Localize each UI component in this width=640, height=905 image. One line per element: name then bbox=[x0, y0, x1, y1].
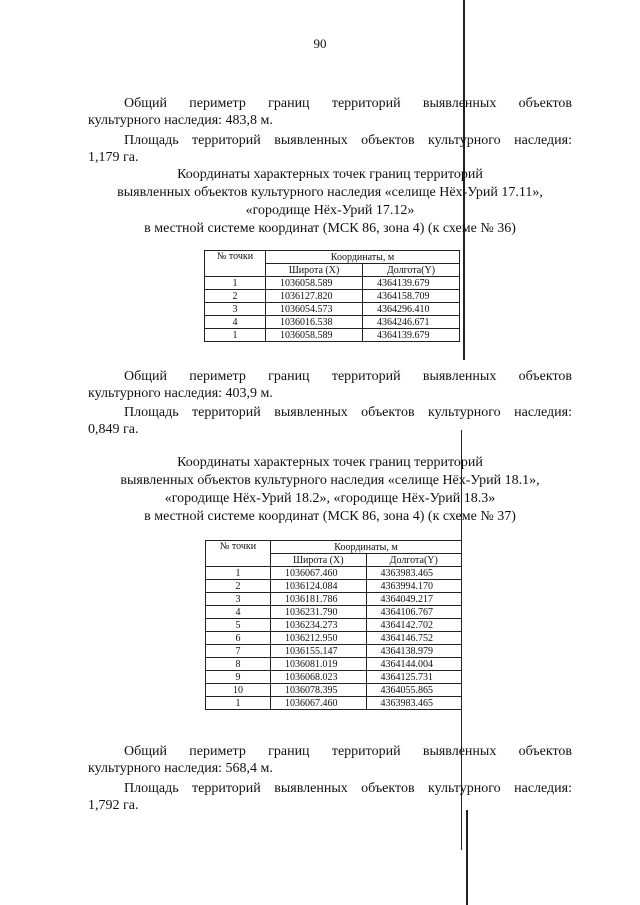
cell-lon: 4364049.217 bbox=[366, 593, 462, 606]
cell-point: 3 bbox=[205, 303, 266, 316]
table-row bbox=[205, 277, 460, 290]
area-paragraph bbox=[88, 132, 572, 149]
perimeter-paragraph bbox=[88, 368, 572, 385]
cell-point: 10 bbox=[206, 684, 271, 697]
cell-point: 6 bbox=[206, 632, 271, 645]
cell-point: 5 bbox=[206, 619, 271, 632]
cell-lat: 1036067.460 bbox=[271, 697, 367, 710]
table-row bbox=[206, 671, 462, 684]
cell-lat: 1036127.820 bbox=[266, 290, 363, 303]
cell-lon: 4363983.465 bbox=[366, 567, 462, 580]
cell-point: 1 bbox=[205, 277, 266, 290]
area-paragraph bbox=[88, 780, 572, 797]
heading-line: в местной системе координат (МСК 86, зона 4) (к схеме № 37) bbox=[144, 509, 516, 524]
cell-lat: 1036054.573 bbox=[266, 303, 363, 316]
heading-line: выявленных объектов культурного наследия «селище Нёх-Урий 17.11», bbox=[117, 185, 543, 200]
cell-lon: 4364142.702 bbox=[366, 619, 462, 632]
table-header-row bbox=[205, 251, 460, 264]
text-line: Площадь территорий выявленных объектов культурного наследия: bbox=[124, 133, 572, 148]
table-row bbox=[205, 303, 460, 316]
text-line: 1,179 га. bbox=[88, 150, 139, 165]
cell-point: 9 bbox=[206, 671, 271, 684]
perimeter-paragraph-end bbox=[88, 385, 572, 402]
heading-line: Координаты характерных точек границ территорий bbox=[177, 167, 483, 182]
heading-line: выявленных объектов культурного наследия «селище Нёх-Урий 18.1», bbox=[120, 473, 540, 488]
table-row bbox=[206, 658, 462, 671]
cell-lon: 4364296.410 bbox=[363, 303, 460, 316]
table-row bbox=[206, 632, 462, 645]
col-lon-header: Долгота(Y) bbox=[363, 264, 460, 277]
cell-point: 3 bbox=[206, 593, 271, 606]
cell-lon: 4364125.731 bbox=[366, 671, 462, 684]
text-line: 0,849 га. bbox=[88, 422, 139, 437]
table-row bbox=[206, 580, 462, 593]
table-row bbox=[205, 329, 460, 342]
text-line: 1,792 га. bbox=[88, 798, 139, 813]
col-coords-header: Координаты, м bbox=[266, 251, 460, 264]
table-row bbox=[206, 619, 462, 632]
text-line: Площадь территорий выявленных объектов культурного наследия: bbox=[124, 405, 572, 420]
text-line: культурного наследия: 483,8 м. bbox=[88, 113, 273, 128]
page-number: 90 bbox=[313, 36, 327, 51]
col-lat-header: Широта (X) bbox=[266, 264, 363, 277]
cell-point: 7 bbox=[206, 645, 271, 658]
col-point-header: № точки bbox=[205, 251, 266, 277]
cell-point: 8 bbox=[206, 658, 271, 671]
table-header-row bbox=[206, 541, 462, 554]
text-line: культурного наследия: 568,4 м. bbox=[88, 761, 273, 776]
heading-line: «городище Нёх-Урий 17.12» bbox=[245, 203, 415, 218]
table-row bbox=[206, 684, 462, 697]
cell-point: 1 bbox=[205, 329, 266, 342]
coordinates-table-2 bbox=[205, 540, 462, 710]
cell-lon: 4363983.465 bbox=[366, 697, 462, 710]
perimeter-paragraph bbox=[88, 743, 572, 760]
table2-heading bbox=[60, 454, 600, 526]
heading-line: «городище Нёх-Урий 18.2», «городище Нёх-Урий 18.3» bbox=[164, 491, 496, 506]
cell-lat: 1036078.395 bbox=[271, 684, 367, 697]
cell-lat: 1036067.460 bbox=[271, 567, 367, 580]
cell-lon: 4364055.865 bbox=[366, 684, 462, 697]
cell-lat: 1036016.538 bbox=[266, 316, 363, 329]
cell-lon: 4364246.671 bbox=[363, 316, 460, 329]
table1-heading bbox=[60, 166, 600, 238]
cell-lat: 1036212.950 bbox=[271, 632, 367, 645]
col-coords-header: Координаты, м bbox=[271, 541, 462, 554]
text-line: Общий периметр границ территорий выявленных объектов bbox=[124, 744, 572, 759]
coordinates-table-1 bbox=[204, 250, 460, 342]
cell-lon: 4364138.979 bbox=[366, 645, 462, 658]
cell-lon: 4364139.679 bbox=[363, 277, 460, 290]
cell-lat: 1036231.790 bbox=[271, 606, 367, 619]
cell-lat: 1036068.023 bbox=[271, 671, 367, 684]
col-lon-header: Долгота(Y) bbox=[366, 554, 462, 567]
cell-point: 1 bbox=[206, 567, 271, 580]
table-row bbox=[205, 316, 460, 329]
cell-lon: 4364146.752 bbox=[366, 632, 462, 645]
table-row bbox=[205, 290, 460, 303]
text-line: Площадь территорий выявленных объектов культурного наследия: bbox=[124, 781, 572, 796]
area-paragraph-end bbox=[88, 421, 572, 438]
cell-lon: 4364139.679 bbox=[363, 329, 460, 342]
table-row bbox=[206, 606, 462, 619]
cell-lat: 1036181.786 bbox=[271, 593, 367, 606]
text-line: Общий периметр границ территорий выявленных объектов bbox=[124, 369, 572, 384]
cell-lat: 1036058.589 bbox=[266, 329, 363, 342]
perimeter-paragraph bbox=[88, 95, 572, 112]
perimeter-paragraph-end bbox=[88, 760, 572, 777]
cell-lat: 1036124.084 bbox=[271, 580, 367, 593]
cell-lon: 4364158.709 bbox=[363, 290, 460, 303]
text-line: Общий периметр границ территорий выявленных объектов bbox=[124, 96, 572, 111]
area-paragraph bbox=[88, 404, 572, 421]
cell-point: 2 bbox=[206, 580, 271, 593]
table-row bbox=[206, 593, 462, 606]
col-lat-header: Широта (X) bbox=[271, 554, 367, 567]
cell-lat: 1036234.273 bbox=[271, 619, 367, 632]
cell-point: 4 bbox=[205, 316, 266, 329]
area-paragraph-end bbox=[88, 797, 572, 814]
text-line: культурного наследия: 403,9 м. bbox=[88, 386, 273, 401]
cell-lat: 1036155.147 bbox=[271, 645, 367, 658]
table-row bbox=[206, 645, 462, 658]
perimeter-paragraph-end bbox=[88, 112, 572, 129]
cell-lat: 1036081.019 bbox=[271, 658, 367, 671]
cell-lon: 4364144.004 bbox=[366, 658, 462, 671]
heading-line: Координаты характерных точек границ территорий bbox=[177, 455, 483, 470]
area-paragraph-end bbox=[88, 149, 572, 166]
scan-artifact-line bbox=[466, 810, 468, 905]
heading-line: в местной системе координат (МСК 86, зона 4) (к схеме № 36) bbox=[144, 221, 516, 236]
table-row bbox=[206, 567, 462, 580]
table-row bbox=[206, 697, 462, 710]
cell-point: 1 bbox=[206, 697, 271, 710]
cell-lat: 1036058.589 bbox=[266, 277, 363, 290]
col-point-header: № точки bbox=[206, 541, 271, 567]
cell-point: 4 bbox=[206, 606, 271, 619]
cell-lon: 4364106.767 bbox=[366, 606, 462, 619]
cell-point: 2 bbox=[205, 290, 266, 303]
cell-lon: 4363994.170 bbox=[366, 580, 462, 593]
